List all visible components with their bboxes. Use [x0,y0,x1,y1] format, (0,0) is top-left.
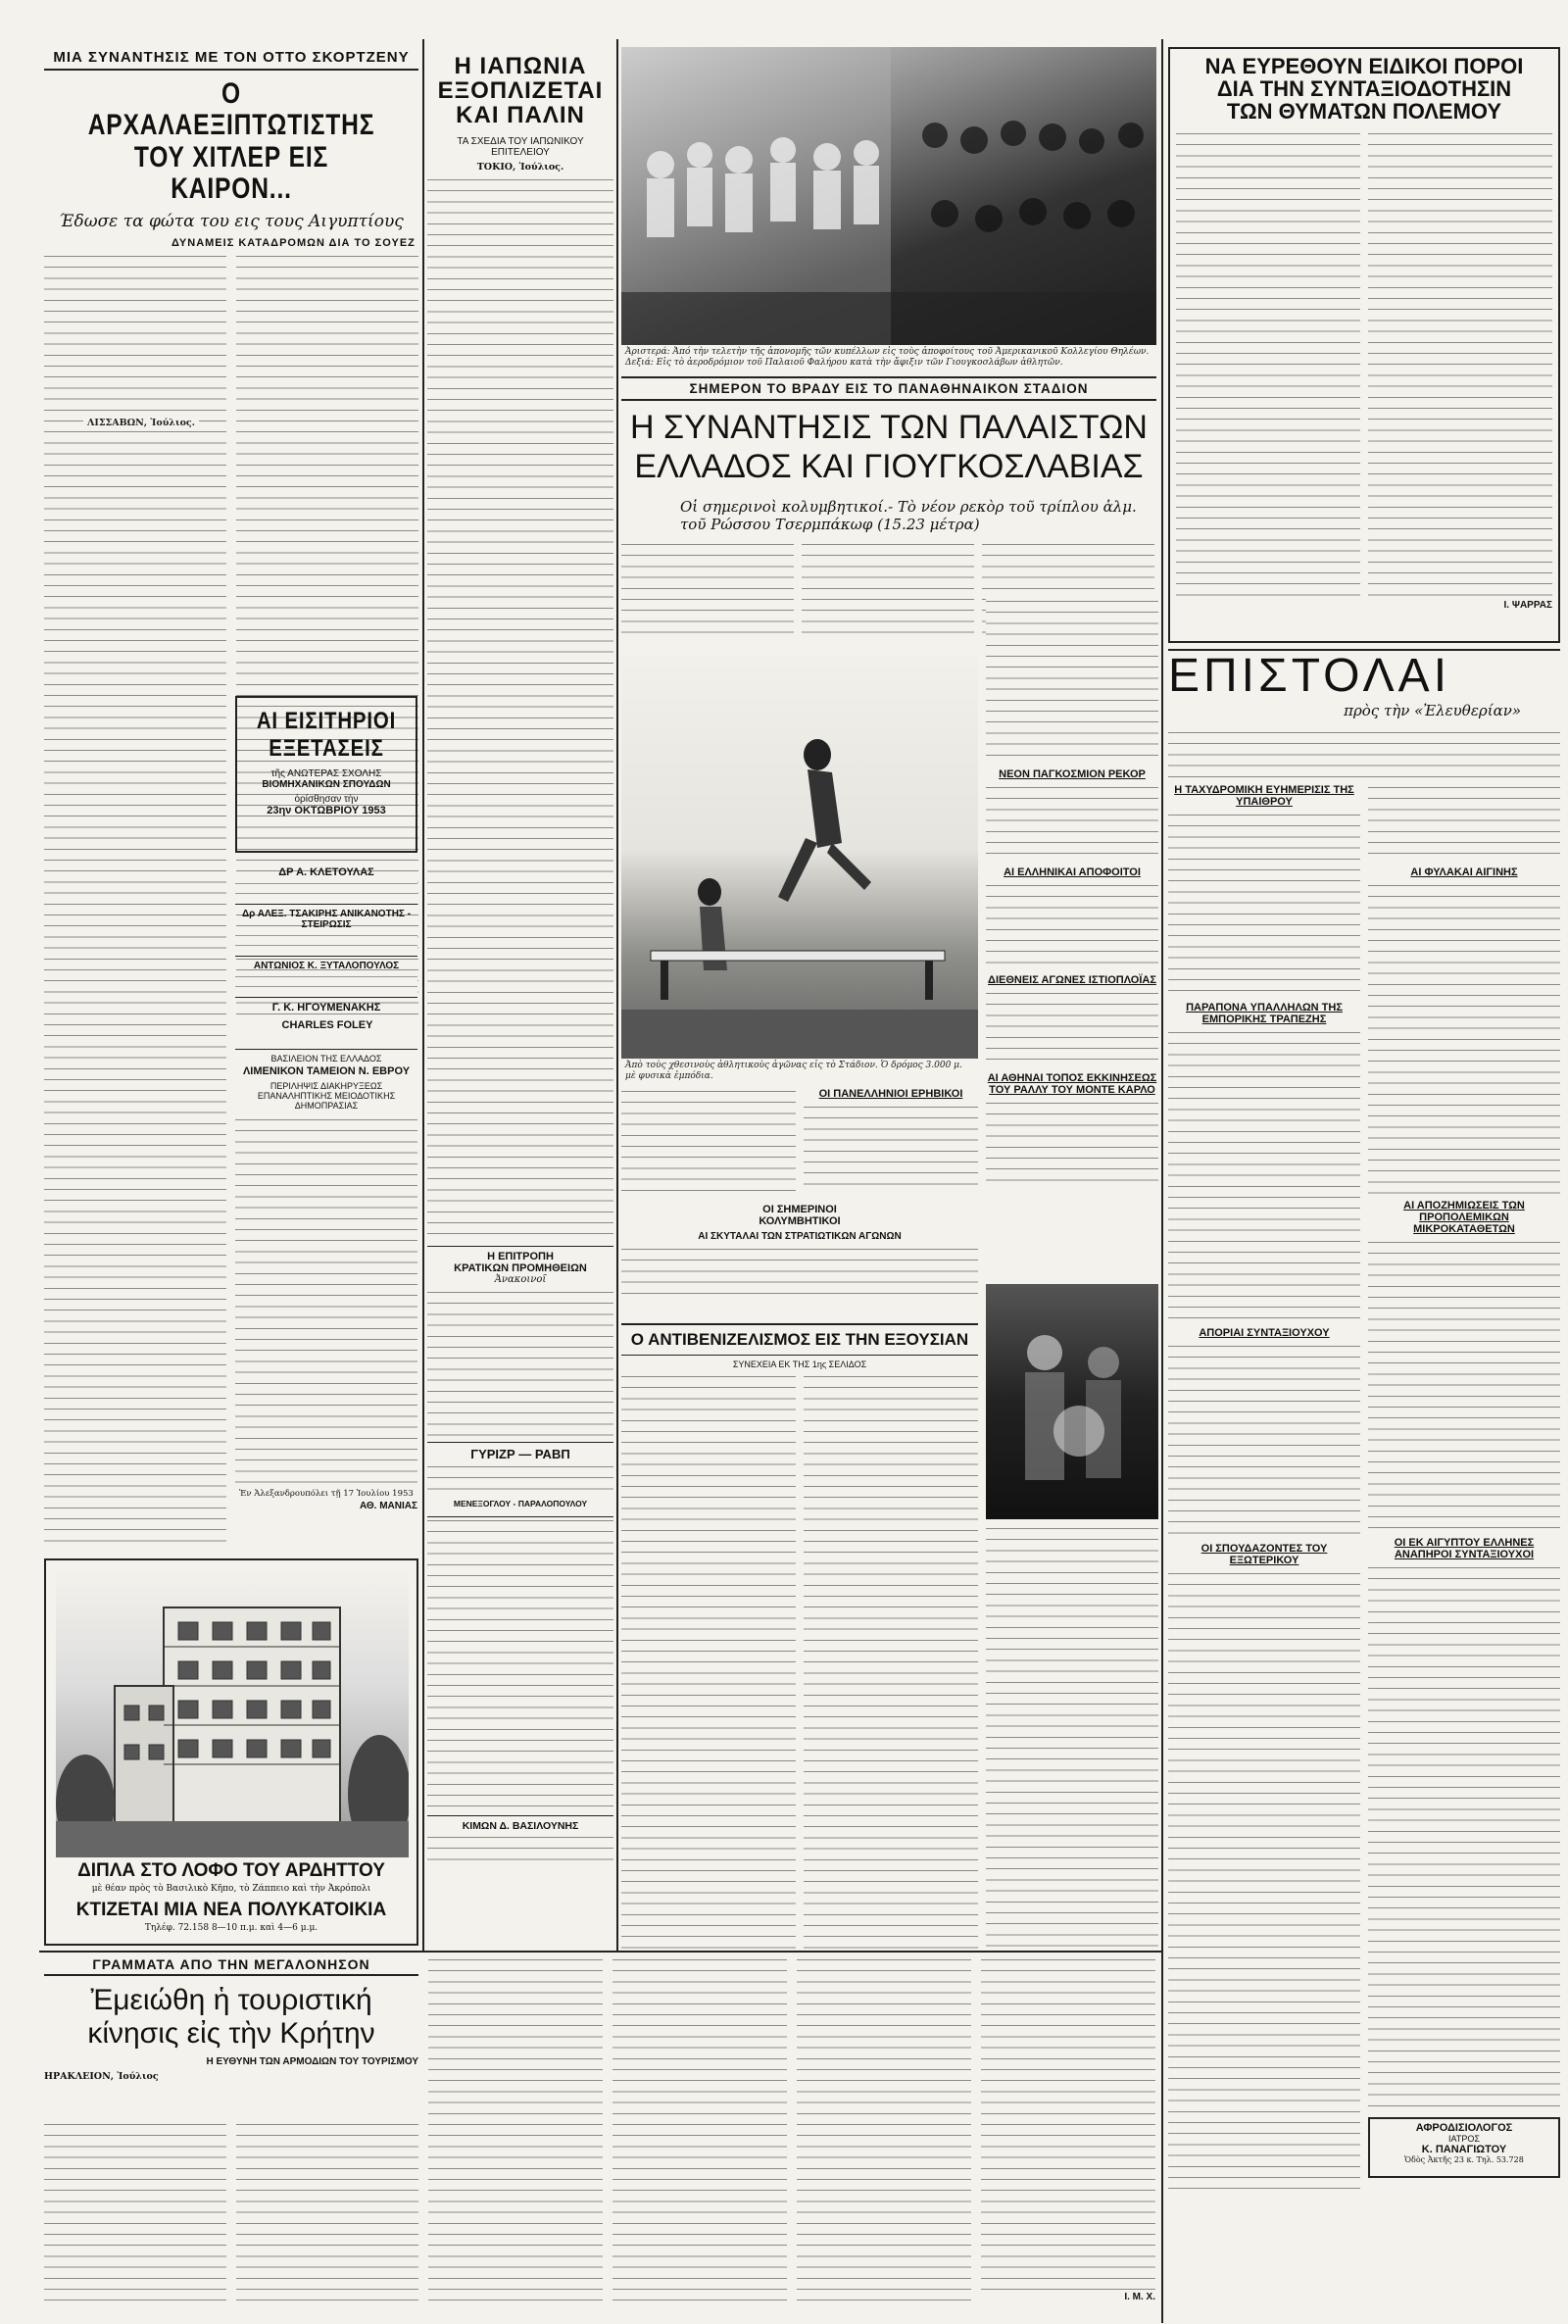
byline: CHARLES FOLEY [281,1019,373,1031]
subheadline: Οἱ σημερινοὶ κολυμβητικοί.- Τὸ νέον ρεκὸρ τοῦ τρίπλου ἁλμ. τοῦ Ρώσσου Τσερμπάκωφ (15.23 μέτρα) [680,498,1137,534]
text-column [44,253,226,1549]
notice-date: Ἐν Ἀλεξανδρουπόλει τῇ 17 Ἰουλίου 1953 [239,1489,414,1499]
column-rule [1161,39,1163,2323]
notice-subtitle: ΠΕΡΙΛΗΨΙΣ ΔΙΑΚΗΡΥΞΕΩΣ ΕΠΑΝΑΛΗΠΤΙΚΗΣ ΜΕΙΟΔΟΤΙΚΗΣ ΔΗΜΟΠΡΑΣΙΑΣ [257,1081,396,1111]
section-rule [39,1951,1161,1953]
stadium-results [986,598,1158,1284]
steeplechase-photo [621,657,978,1084]
headline: ΕΞΟΠΛΙΖΕΤΑΙ [437,77,604,105]
letter-heading: ΑΠΟΡΙΑΙ ΣΥΝΤΑΞΙΟΥΧΟΥ [1199,1327,1330,1339]
photo-caption: Ἀπὸ τοὺς χθεσινοὺς ἀθλητικοὺς ἀγῶνας εἰς τὸ Στάδιον. Ὁ δρόμος 3.000 μ. μὲ φυσικὰ ἐμπόδια. [621,1059,978,1084]
doctor-ad: ΔΡ Α. ΚΛΕΤΟΥΛΑΣ [278,866,374,878]
headline: ΚΑΙ ΠΑΛΙΝ [456,102,585,129]
doctor-ad: ΑΝΤΩΝΙΟΣ Κ. ΞΥΤΑΛΟΠΟΥΛΟΣ [235,956,417,971]
japan-article [427,54,613,1946]
headline: ΕΛΛΑΔΟΣ ΚΑΙ ΓΙΟΥΓΚΟΣΛΑΒΙΑΣ [634,447,1144,485]
ad-address: Ὁδὸς Ἀκτῆς 23 κ. Τηλ. 53.728 [1404,2155,1524,2164]
subsection-heading: ΚΟΛΥΜΒΗΤΙΚΟΙ [759,1215,841,1227]
ad-subline: μὲ θέαν πρὸς τὸ Βασιλικὸ Κῆπο, τὸ Ζάππειο καὶ τὴν Ἀκρόπολι [91,1884,371,1894]
ad-contact: Τηλέφ. 72.158 8—10 π.μ. καὶ 4—6 μ.μ. [144,1923,318,1933]
letter-heading: ΑΙ ΦΥΛΑΚΑΙ ΑΙΓΙΝΗΣ [1410,866,1518,878]
subsection-heading: ΑΙ ΕΛΛΗΝΙΚΑΙ ΑΠΟΦΟΙΤΟΙ [1004,866,1141,878]
subsection-heading: ΔΙΕΘΝΕΙΣ ΑΓΩΝΕΣ ΙΣΤΙΟΠΛΟΪΑΣ [988,974,1156,986]
article-kicker: ΓΡΑΜΜΑΤΑ ΑΠΟ ΤΗΝ ΜΕΓΑΛΟΝΗΣΟΝ [44,1956,418,1976]
photo-runners [621,657,978,1084]
ad-date: 23ην ΟΚΤΩΒΡΙΟΥ 1953 [267,805,386,816]
ardittos-ad [44,1558,418,1946]
headline: Ο ΑΝΤΙΒΕΝΙΖΕΛΙΣΜΟΣ ΕΙΣ ΤΗΝ ΕΞΟΥΣΙΑΝ [621,1323,978,1356]
letters-section [1168,649,1560,2315]
section-subtitle: πρὸς τὴν «Ἐλευθερίαν» [1344,702,1521,719]
dateline: ΗΡΑΚΛΕΙΟΝ, Ἰούλιος [44,2071,159,2082]
headline: ΤΟΥ ΧΙΤΛΕΡ ΕΙΣ ΚΑΙΡΟΝ... [133,141,329,205]
notice-title: ΛΙΜΕΝΙΚΟΝ ΤΑΜΕΙΟΝ Ν. ΕΒΡΟΥ [242,1065,411,1077]
headline: Ο ΑΡΧΑΛΑΕΞΙΠΤΩΤΙΣΤΗΣ [87,77,375,141]
headline: ΝΑ ΕΥΡΕΘΟΥΝ ΕΙΔΙΚΟΙ ΠΟΡΟΙ [1204,54,1524,78]
subsection-heading: ΟΙ ΠΑΝΕΛΛΗΝΙΟΙ ΕΡΗΒΙΚΟΙ [818,1088,963,1100]
subheadline: ΤΑ ΣΧΕΔΙΑ ΤΟΥ ΙΑΠΩΝΙΚΟΥ ΕΠΙΤΕΛΕΙΟΥ [457,135,584,158]
ad-headline: ΚΤΙΖΕΤΑΙ ΜΙΑ ΝΕΑ ΠΟΛΥΚΑΤΟΙΚΙΑ [75,1900,387,1920]
monte-carlo-text [986,1525,1158,1947]
letter-heading: ΟΙ ΕΚ ΑΙΓΥΠΤΟΥ ΕΛΛΗΝΕΣ ΑΝΑΠΗΡΟΙ ΣΥΝΤΑΞΙΟΥΧΟΙ [1394,1537,1535,1560]
stadium-lower [621,1088,978,1313]
top-photo [621,47,1156,371]
war-victims-article [1168,47,1560,643]
dateline: ΤΟΚΙΟ, Ἰούλιος. [476,161,564,173]
subsection-heading: ΑΙ ΑΘΗΝΑΙ ΤΟΠΟΣ ΕΚΚΙΝΗΣΕΩΣ ΤΟΥ ΡΑΛΛΥ ΤΟΥ ΜΟΝΤΕ ΚΑΡΛΟ [987,1072,1157,1096]
notice-line: ΜΕΝΕΞΟΓΛΟΥ - ΠΑΡΑΛΟΠΟΥΛΟΥ [453,1498,588,1508]
subheadline: ΣΥΝΕΧΕΙΑ ΕΚ ΤΗΣ 1ης ΣΕΛΙΔΟΣ [732,1359,867,1369]
letter-heading: Η ΤΑΧΥΔΡΟΜΙΚΗ ΕΥΗΜΕΡΙΣΙΣ ΤΗΣ ΥΠΑΙΘΡΟΥ [1174,784,1354,808]
subsection-heading: ΝΕΟΝ ΠΑΓΚΟΣΜΙΟΝ ΡΕΚΟΡ [999,768,1146,780]
ad-name: Κ. ΠΑΝΑΓΙΩΤΟΥ [1421,2144,1507,2155]
building-illustration [56,1568,409,1857]
letter-heading: ΠΑΡΑΠΟΝΑ ΥΠΑΛΛΗΛΩΝ ΤΗΣ ΕΜΠΟΡΙΚΗΣ ΤΡΑΠΕΖΗΣ [1186,1002,1343,1025]
photo-people [986,1284,1158,1519]
ad-headline: ΔΙΠΛΑ ΣΤΟ ΛΟΦΟ ΤΟΥ ΑΡΔΗΤΤΟΥ [77,1860,385,1881]
headline: ΔΙΑ ΤΗΝ ΣΥΝΤΑΞΙΟΔΟΤΗΣΙΝ [1216,76,1512,102]
crete-article [44,1956,1156,2319]
doctors-ads [235,863,417,1039]
column-rule [616,39,618,1951]
subheadline: Η ΕΥΘΥΝΗ ΤΩΝ ΑΡΜΟΔΙΩΝ ΤΟΥ ΤΟΥΡΙΣΜΟΥ [206,2056,418,2067]
monte-carlo-photo [986,1284,1158,1519]
photo-caption: Ἀριστερά: Ἀπό τὴν τελετὴν τῆς ἀπονομῆς τῶν κυπέλλων εἰς τοὺς ἀποφοίτους τοῦ Ἀμερικανικοῦ Κολλεγίου Θηλέων. Δεξιά: Εἰς τὸ ἀεροδρόμιον τοῦ Παλαιοῦ Φαλήρου κατὰ τὴν ἄφιξιν τῶν Γιουγκοσλάβων ἀθλητῶν. [621,345,1156,371]
notice-title: Η ΕΠΙΤΡΟΠΗ [487,1250,554,1262]
fund-notice [235,1049,417,1539]
letter-heading: ΑΙ ΑΠΟΖΗΜΙΩΣΕΙΣ ΤΩΝ ΠΡΟΠΟΛΕΜΙΚΩΝ ΜΙΚΡΟΚΑΤΑΘΕΤΩΝ [1403,1200,1525,1235]
doctor-ad: Δρ ΑΛΕΞ. ΤΣΑΚΙΡΗΣ ΑΝΙΚΑΝΟΤΗΣ - ΣΤΕΙΡΩΣΙΣ [235,904,417,930]
notice-title: ΚΙΜΩΝ Δ. ΒΑΣΙΛΟΥΝΗΣ [462,1819,579,1832]
doctor-ad [1368,2117,1560,2178]
notice-title: ΓΥΡΙΖΡ — ΡΑΒΠ [470,1446,570,1461]
ad-line: τῆς ΑΝΩΤΕΡΑΣ ΣΧΟΛΗΣ [270,768,382,779]
venizelism-article [621,1323,978,1951]
notice-title: ΚΡΑΤΙΚΩΝ ΠΡΟΜΗΘΕΙΩΝ [454,1261,587,1274]
subsection-heading: ΑΙ ΣΚΥΤΑΛΑΙ ΤΩΝ ΣΤΡΑΤΙΩΤΙΚΩΝ ΑΓΩΝΩΝ [698,1231,902,1242]
notice-subtitle: Ἀνακοινοῖ [494,1273,547,1285]
letter-heading: ΟΙ ΣΠΟΥΔΑΖΟΝΤΕΣ ΤΟΥ ΕΞΩΤΕΡΙΚΟΥ [1200,1543,1328,1566]
doctor-ad: Γ. Κ. ΗΓΟΥΜΕΝΑΚΗΣ [235,997,417,1014]
headline: ΤΩΝ ΘΥΜΑΤΩΝ ΠΟΛΕΜΟΥ [1226,99,1502,124]
headline: Η ΙΑΠΩΝΙΑ [454,54,587,79]
dateline: ΛΙΣΣΑΒΩΝ, Ἰούλιος. [83,418,199,428]
subheadline: Έδωσε τα φώτα του εις τους Αιγυπτίους [59,212,404,231]
photo-crowd [621,47,1156,371]
article-kicker: ΣΗΜΕΡΟΝ ΤΟ ΒΡΑΔΥ ΕΙΣ ΤΟ ΠΑΝΑΘΗΝΑΙΚΟΝ ΣΤΑΔΙΟΝ [621,376,1156,401]
headline: κίνησις εἰς τὴν Κρήτην [87,2017,375,2050]
section-heading: ΔΥΝΑΜΕΙΣ ΚΑΤΑΔΡΟΜΩΝ ΔΙΑ ΤΟ ΣΟΥΕΖ [172,237,416,249]
section-title: ΕΠΙΣΤΟΛΑΙ [1168,649,1560,702]
headline: Η ΣΥΝΑΝΤΗΣΙΣ ΤΩΝ ΠΑΛΑΙΣΤΩΝ [630,409,1148,446]
exams-ad [235,696,417,853]
notice-kingdom: ΒΑΣΙΛΕΙΟΝ ΤΗΣ ΕΛΛΑΔΟΣ [270,1054,382,1063]
building-drawing [56,1568,409,1857]
ad-line: ΒΙΟΜΗΧΑΝΙΚΩΝ ΣΠΟΥΔΩΝ [262,779,391,790]
subsection-heading: ΟΙ ΣΗΜΕΡΙΝΟΙ [762,1204,837,1215]
notice-signature: ΑΘ. ΜΑΝΙΑΣ [359,1501,417,1511]
ad-title: ΑΦΡΟΔΙΣΙΟΛΟΓΟΣ [1415,2122,1513,2134]
column-rule [422,39,424,1951]
ad-line: ὁρίσθησαν τὴν [294,794,359,805]
ad-title: ΙΑΤΡΟΣ [1448,2134,1480,2144]
signature: Ι. ΨΑΡΡΑΣ [1503,600,1552,612]
article-kicker: ΜΙΑ ΣΥΝΑΝΤΗΣΙΣ ΜΕ ΤΟΝ ΟΤΤΟ ΣΚΟΡΤΖΕΝΥ [44,49,418,71]
signature: Ι. Μ. Χ. [1124,2292,1155,2302]
headline: Ἐμειώθη ἡ τουριστική [90,1984,372,2016]
ad-title: ΑΙ ΕΙΣΙΤΗΡΙΟΙ ΕΞΕΤΑΣΕΙΣ [256,708,397,762]
